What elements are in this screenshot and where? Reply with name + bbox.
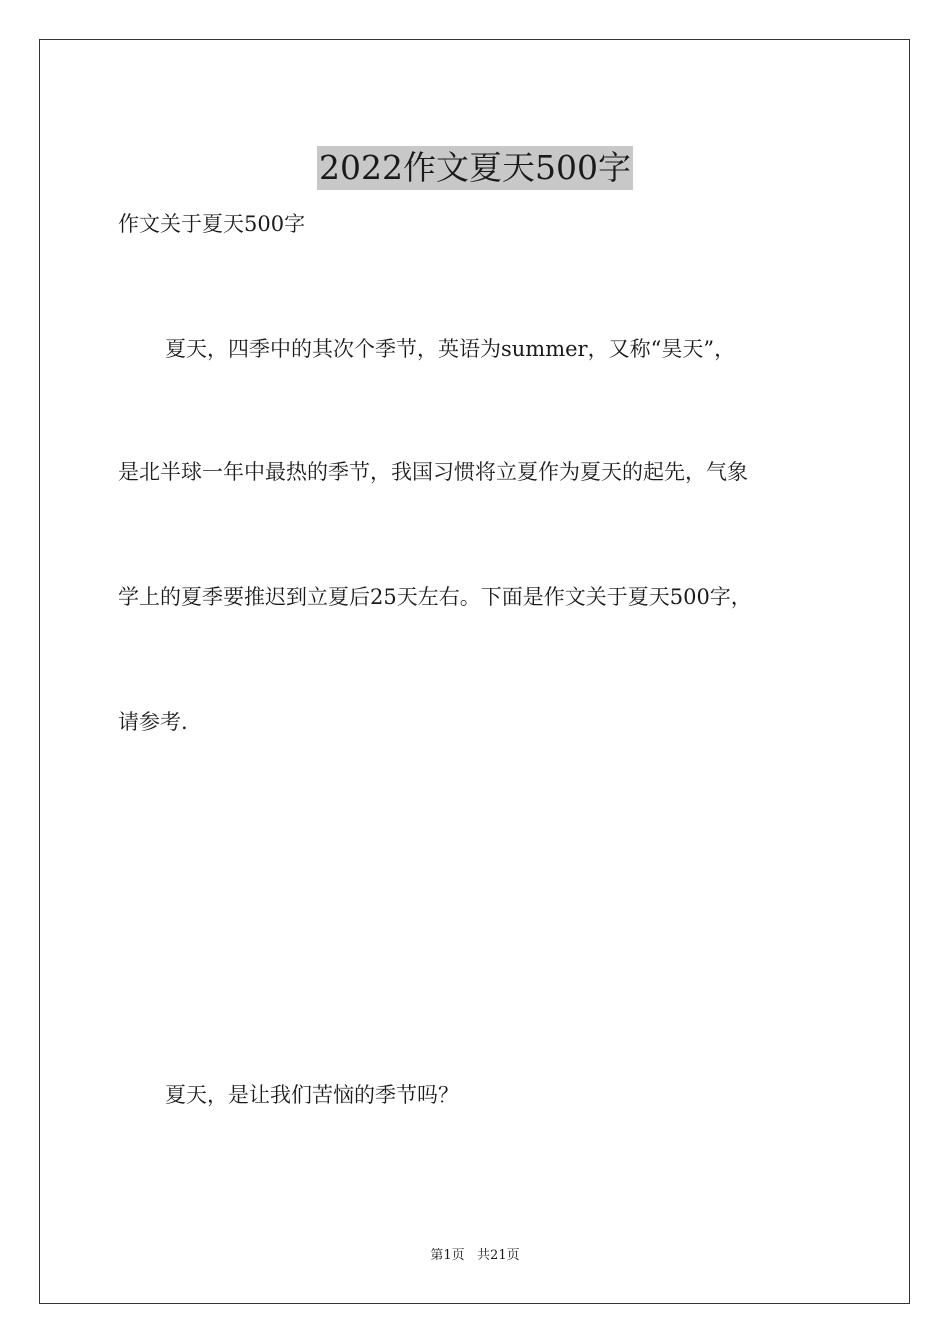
document-title: 2022作文夏天500字 <box>317 146 633 190</box>
paragraph-line: 是北半球一年中最热的季节，我国习惯将立夏作为夏天的起先，气象 <box>118 460 748 484</box>
paragraph-line: 夏天，是让我们苦恼的季节吗？ <box>165 1083 459 1107</box>
page-number-footer: 第1页 共21页 <box>430 1248 520 1263</box>
document-subtitle: 作文关于夏天500字 <box>118 212 306 236</box>
paragraph-line: 学上的夏季要推迟到立夏后25天左右。下面是作文关于夏天500字， <box>118 585 752 609</box>
paragraph-line: 请参考. <box>118 710 188 734</box>
title-container <box>0 124 950 212</box>
paragraph-line: 夏天，四季中的其次个季节，英语为summer，又称“昊天”， <box>165 337 736 361</box>
